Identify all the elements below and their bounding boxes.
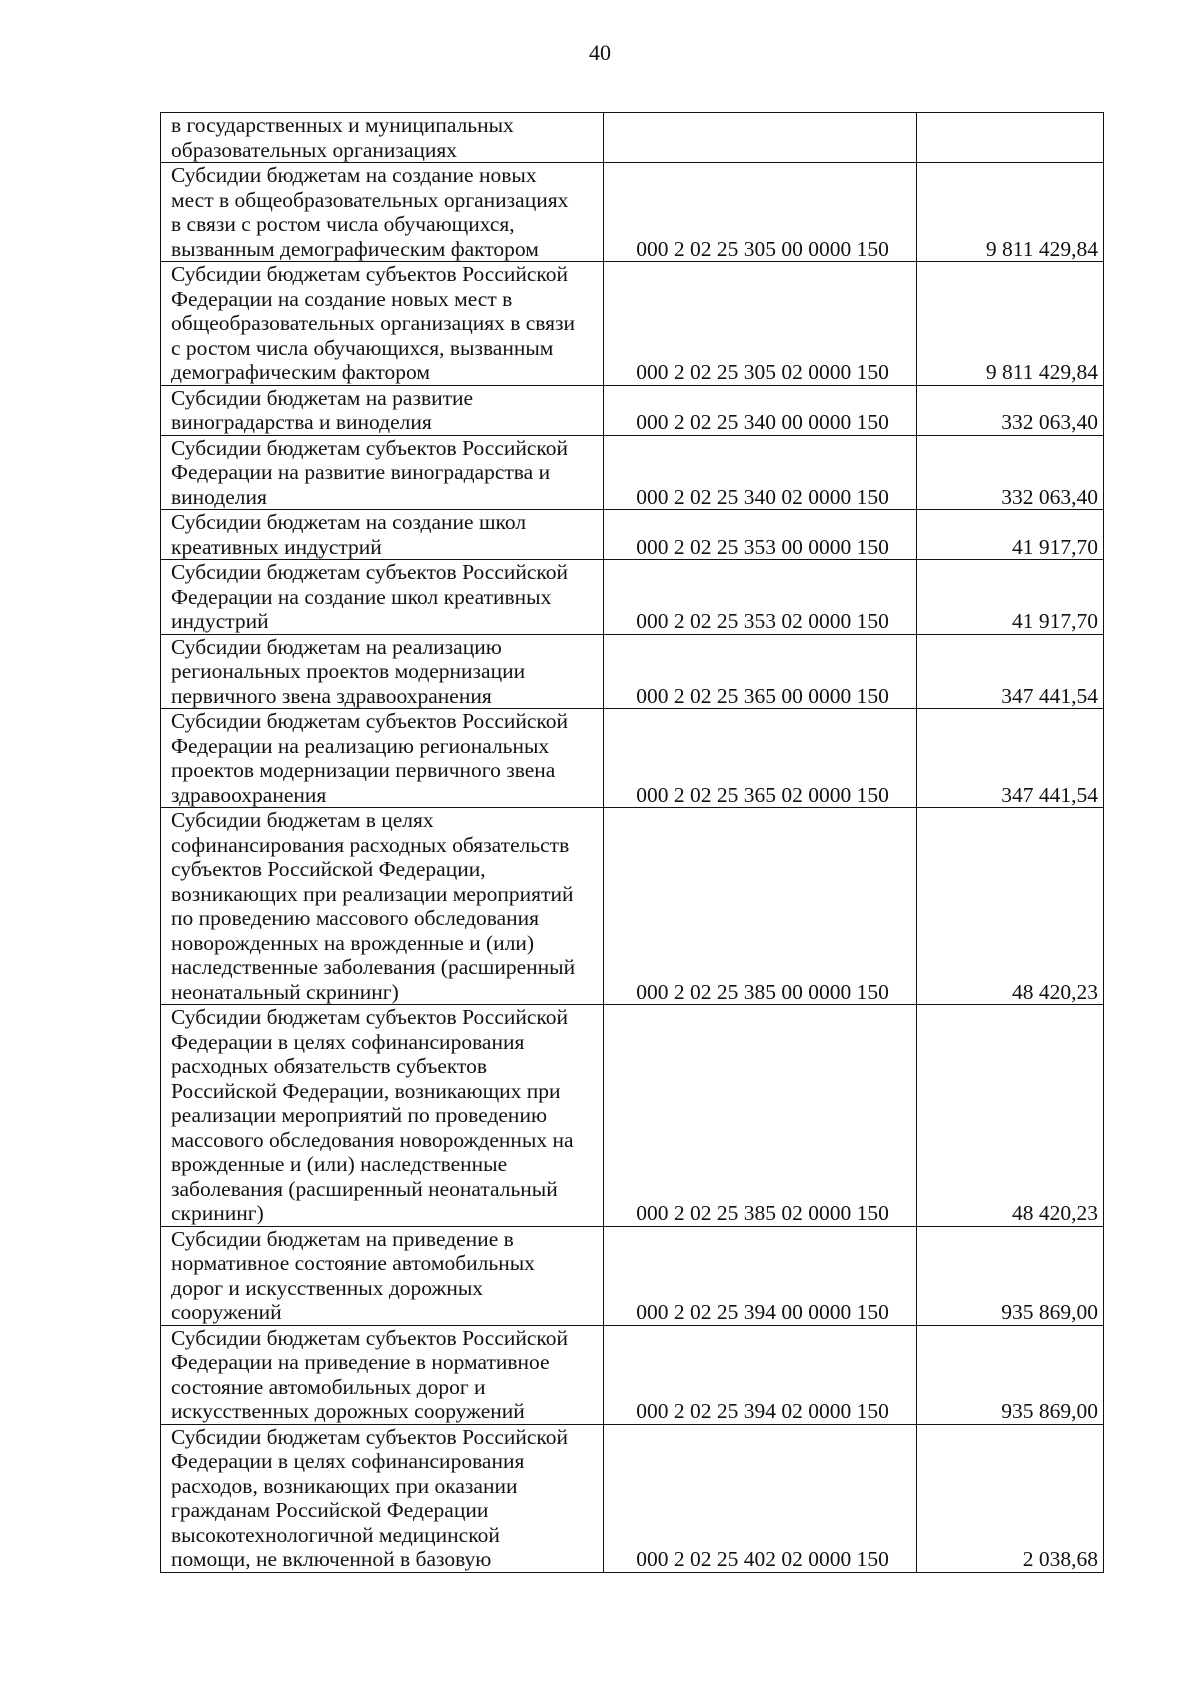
- row-amount: 48 420,23: [917, 808, 1104, 1005]
- row-description: Субсидии бюджетам на приведение в нормативное состояние автомобильных дорог и искусственных дорожных сооружений: [171, 1226, 535, 1324]
- row-description: Субсидии бюджетам на развитие виноградарства и виноделия: [171, 385, 474, 434]
- table-row: [161, 262, 1104, 386]
- row-amount: 9 811 429,84: [917, 262, 1104, 386]
- row-description-cell: [161, 113, 604, 163]
- row-description-cell: [161, 1005, 604, 1227]
- table-row: [161, 1325, 1104, 1424]
- row-description: Субсидии бюджетам субъектов Российской Федерации в целях софинансирования расходов, возникающих при оказании гражданам Российской Федерации высокотехнологичной медицинской помощи, не включенной в базовую: [171, 1424, 569, 1571]
- table-row: [161, 1424, 1104, 1572]
- row-budget-code: 000 2 02 25 394 02 0000 150: [604, 1325, 917, 1424]
- row-budget-code: [604, 113, 917, 163]
- row-description: Субсидии бюджетам на реализацию региональных проектов модернизации первичного звена здравоохранения: [171, 634, 526, 708]
- table-row: [161, 163, 1104, 262]
- table-row: [161, 634, 1104, 709]
- row-description: Субсидии бюджетам субъектов Российской Федерации на создание новых мест в общеобразовательных организациях в связи с ростом числа обучающихся, вызванным демографическим фактором: [171, 262, 576, 384]
- row-amount: 347 441,54: [917, 634, 1104, 709]
- table-row: [161, 385, 1104, 435]
- row-description-cell: [161, 1424, 604, 1572]
- budget-income-table: [160, 112, 1104, 1573]
- row-amount: 332 063,40: [917, 385, 1104, 435]
- page-number: 40: [589, 40, 611, 65]
- row-amount: 332 063,40: [917, 435, 1104, 510]
- row-amount: 41 917,70: [917, 510, 1104, 560]
- row-amount: 41 917,70: [917, 560, 1104, 635]
- row-budget-code: 000 2 02 25 340 00 0000 150: [604, 385, 917, 435]
- row-budget-code: 000 2 02 25 385 00 0000 150: [604, 808, 917, 1005]
- row-description-cell: [161, 262, 604, 386]
- row-budget-code: 000 2 02 25 353 00 0000 150: [604, 510, 917, 560]
- row-budget-code: 000 2 02 25 365 02 0000 150: [604, 709, 917, 808]
- row-amount: 48 420,23: [917, 1005, 1104, 1227]
- row-description: Субсидии бюджетам субъектов Российской Федерации на реализацию региональных проектов модернизации первичного звена здравоохранения: [171, 709, 569, 807]
- row-amount: 935 869,00: [917, 1325, 1104, 1424]
- row-budget-code: 000 2 02 25 340 02 0000 150: [604, 435, 917, 510]
- row-budget-code: 000 2 02 25 402 02 0000 150: [604, 1424, 917, 1572]
- row-description-cell: [161, 560, 604, 635]
- row-description: в государственных и муниципальных образовательных организациях: [171, 113, 514, 162]
- row-description: Субсидии бюджетам субъектов Российской Федерации в целях софинансирования расходных обязательств субъектов Российской Федерации, возникающих при реализации мероприятий по проведению массового обследования новорожденных на врожденные и (или) наследственные заболевания (расширенный неонатальный скрининг): [171, 1005, 574, 1225]
- table-row: [161, 435, 1104, 510]
- row-description: Субсидии бюджетам на создание новых мест в общеобразовательных организациях в связи с ростом числа обучающихся, вызванным демографическим фактором: [171, 163, 569, 261]
- table-row: [161, 808, 1104, 1005]
- row-description-cell: [161, 808, 604, 1005]
- table-row: [161, 1005, 1104, 1227]
- row-budget-code: 000 2 02 25 394 00 0000 150: [604, 1226, 917, 1325]
- table-row: [161, 510, 1104, 560]
- row-description: Субсидии бюджетам субъектов Российской Федерации на создание школ креативных индустрий: [171, 560, 569, 633]
- row-budget-code: 000 2 02 25 305 00 0000 150: [604, 163, 917, 262]
- row-budget-code: 000 2 02 25 353 02 0000 150: [604, 560, 917, 635]
- row-description-cell: [161, 385, 604, 435]
- table-row: [161, 1226, 1104, 1325]
- row-description-cell: [161, 1325, 604, 1424]
- row-budget-code: 000 2 02 25 305 02 0000 150: [604, 262, 917, 386]
- row-description: Субсидии бюджетам субъектов Российской Федерации на развитие виноградарства и виноделия: [171, 435, 569, 509]
- row-description-cell: [161, 634, 604, 709]
- row-description: Субсидии бюджетам субъектов Российской Федерации на приведение в нормативное состояние автомобильных дорог и искусственных дорожных сооружений: [171, 1325, 569, 1423]
- row-budget-code: 000 2 02 25 365 00 0000 150: [604, 634, 917, 709]
- row-description-cell: [161, 163, 604, 262]
- budget-table-body: [161, 113, 1104, 1573]
- row-description-cell: [161, 435, 604, 510]
- row-amount: 9 811 429,84: [917, 163, 1104, 262]
- row-amount: 347 441,54: [917, 709, 1104, 808]
- table-row: [161, 560, 1104, 635]
- table-row: [161, 709, 1104, 808]
- row-description: Субсидии бюджетам в целях софинансирования расходных обязательств субъектов Российской Федерации, возникающих при реализации мероприятий по проведению массового обследования новорожденных на врожденные и (или) наследственные заболевания (расширенный неонатальный скрининг): [171, 808, 576, 1004]
- row-amount: 935 869,00: [917, 1226, 1104, 1325]
- row-description: Субсидии бюджетам на создание школ креативных индустрий: [171, 510, 527, 559]
- row-description-cell: [161, 510, 604, 560]
- row-budget-code: 000 2 02 25 385 02 0000 150: [604, 1005, 917, 1227]
- row-description-cell: [161, 1226, 604, 1325]
- table-row: [161, 113, 1104, 163]
- row-amount: 2 038,68: [917, 1424, 1104, 1572]
- row-amount: [917, 113, 1104, 163]
- row-description-cell: [161, 709, 604, 808]
